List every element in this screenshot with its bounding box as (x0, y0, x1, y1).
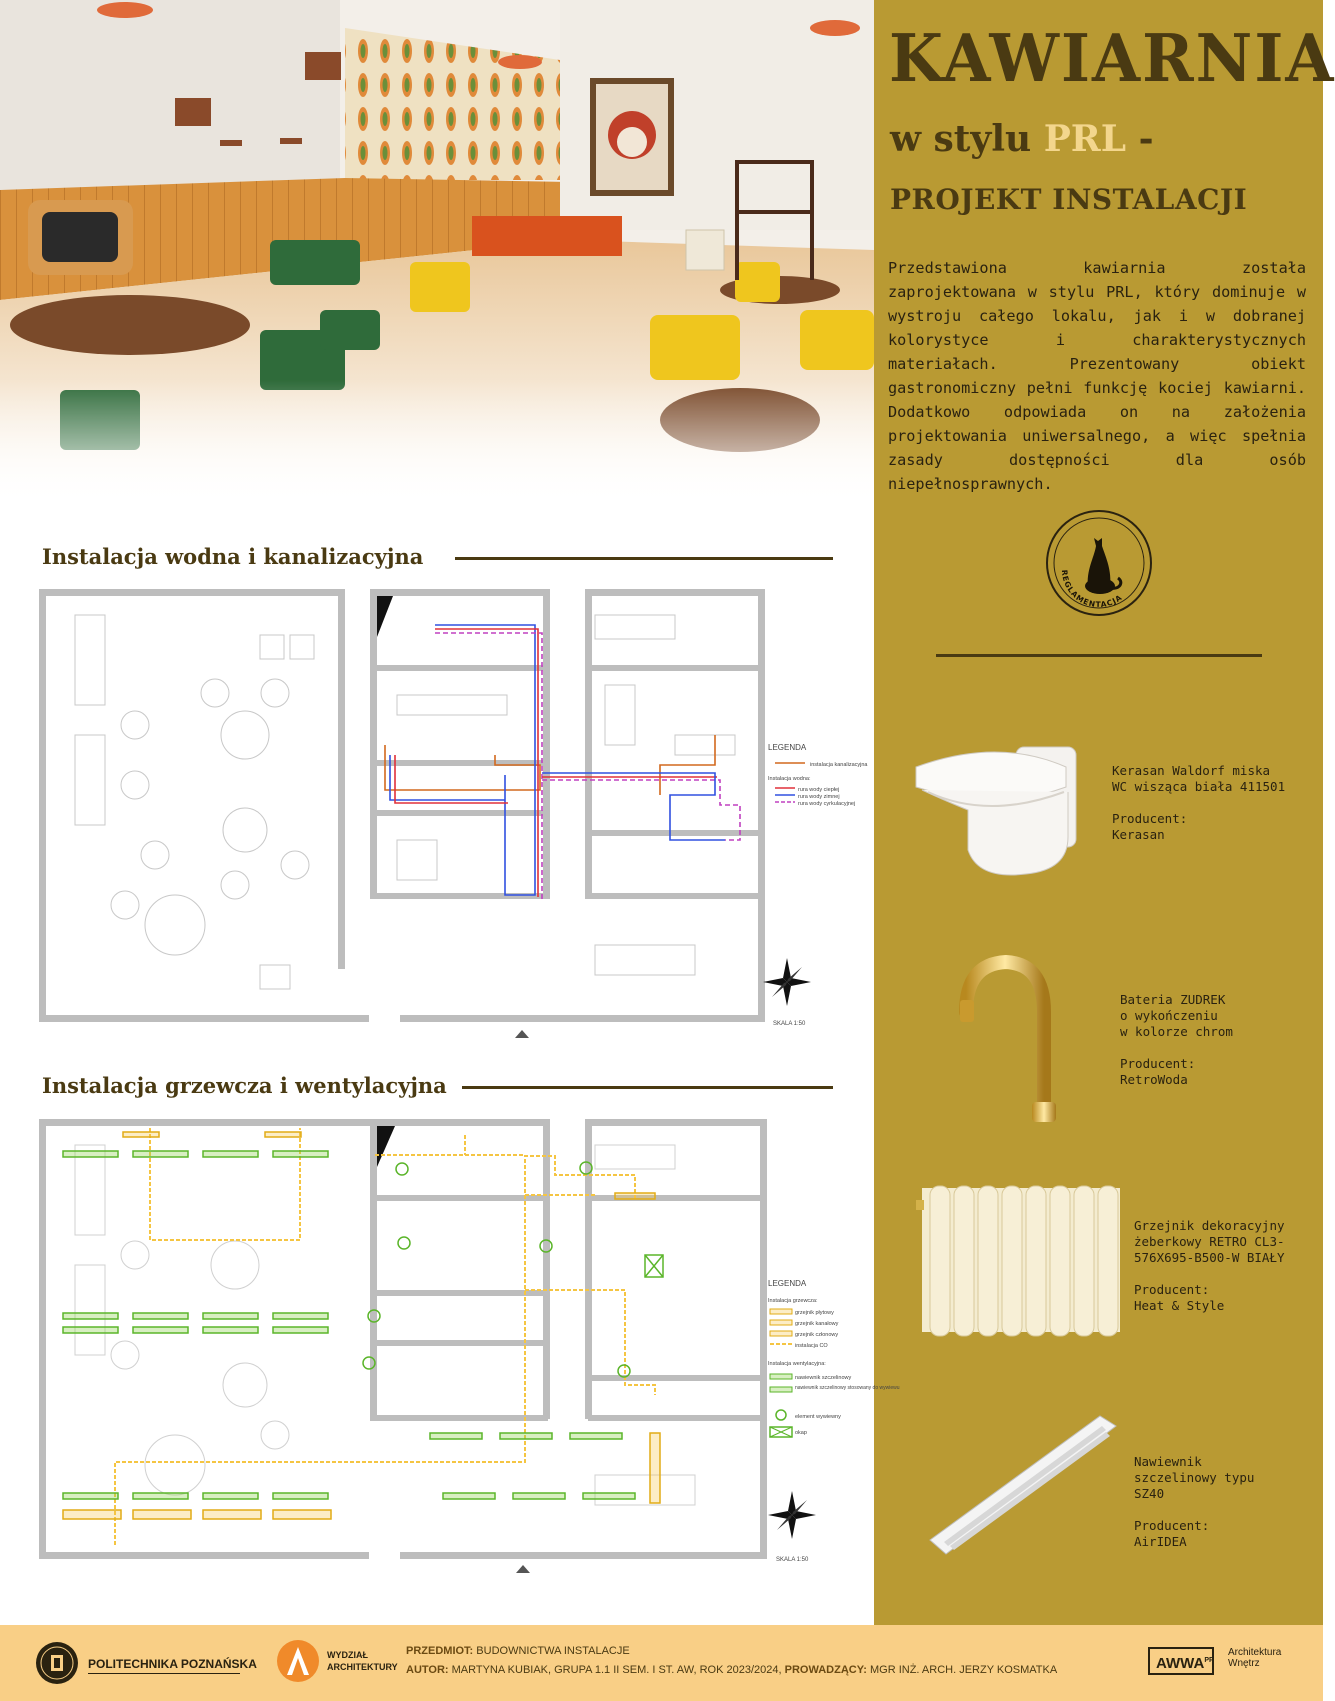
subject-label: PRZEDMIOT: (406, 1645, 474, 1657)
water-legend-sewer: instalacja kanalizacyjna (810, 762, 868, 768)
awwa-logo (1148, 1647, 1214, 1675)
product-faucet-text: Bateria ZUDREK o wykończeniu w kolorze chrom Producent: RetroWoda (1120, 992, 1233, 1087)
water-legend-circ: rura wody cyrkulacyjnej (798, 801, 856, 807)
awwa-text: AWWA (1156, 1655, 1205, 1672)
poster-subtitle-2: PROJEKT INSTALACJI (890, 183, 1248, 216)
product-radiator-image (916, 1180, 1126, 1344)
poster-subtitle (890, 118, 1154, 160)
water-legend-water-label: Instalacja wodna: (768, 776, 811, 782)
heating-legend-heat-label: Instalacja grzewcza: (768, 1298, 818, 1304)
heating-legend-co: instalacja CO (795, 1343, 828, 1349)
product-diffuser-text: Nawiewnik szczelinowy typu SZ40 Producent: AirIDEA (1134, 1454, 1255, 1549)
description-paragraph: Przedstawiona kawiarnia została zaprojektowana w stylu PRL, który dominuje w wystroju całego lokalu, jak i w dobranej kolorystyce i charakterystycznych materiałach. Prezentowany obiekt gastronomiczny pełni funkcję kociej kawiarni. Dodatkowo odpowiada on na założenia projektowania uniwersalnego, a więc spełnia zasady dostępności dla osób niepełnosprawnych. (888, 259, 1306, 493)
panel-divider (936, 654, 1262, 657)
poster-title: KAWIARNIA (889, 20, 1335, 97)
faculty-line-2: ARCHITEKTURY (327, 1662, 398, 1672)
reglamentacja-badge (1044, 508, 1154, 618)
awwa-sup: PP (1204, 1657, 1214, 1664)
author-value: MARTYNA KUBIAK, GRUPA 1.1 II SEM. I ST. AW, ROK 2023/2024, (448, 1664, 785, 1676)
author-line (406, 1664, 1057, 1676)
product-radiator-text: Grzejnik dekoracyjny żeberkowy RETRO CL3- 576X695-B500-W BIAŁY Producent: Heat & Style (1134, 1218, 1285, 1313)
heating-scale: SKALA 1:50 (776, 1557, 809, 1563)
arch-line-1: Architektura (1228, 1647, 1282, 1658)
water-legend-hot: rura wody ciepłej (798, 787, 840, 793)
product-wc-image (908, 732, 1084, 886)
section-title-heating: Instalacja grzewcza i wentylacyjna (42, 1073, 447, 1098)
water-legend-cold: rura wody zimnej (798, 794, 840, 800)
author-label: AUTOR: (406, 1664, 449, 1676)
badge-text: REGLAMENTACJA (1059, 569, 1125, 610)
water-legend-title: LEGENDA (768, 743, 807, 752)
section-title-water: Instalacja wodna i kanalizacyjna (42, 544, 424, 569)
water-plan (35, 585, 868, 1045)
section-rule-heating (462, 1086, 833, 1089)
heating-legend-panel: grzejnik płytowy (795, 1310, 834, 1316)
heating-legend-channel: grzejnik kanałowy (795, 1321, 839, 1327)
subtitle-prefix: w stylu (890, 118, 1044, 160)
product-faucet-image (948, 952, 1058, 1131)
water-compass-icon (763, 958, 811, 1006)
water-scale: SKALA 1:50 (773, 1021, 806, 1027)
product-wc-text: Kerasan Waldorf miska WC wisząca biała 411501 Producent: Kerasan (1112, 763, 1286, 842)
cat-silhouette-icon (1085, 538, 1121, 594)
subject-value: BUDOWNICTWA INSTALACJE (473, 1645, 630, 1657)
university-name: POLITECHNIKA POZNAŃSKA (88, 1657, 257, 1671)
subtitle-accent: PRL (1043, 118, 1127, 160)
hero-interior-image (0, 0, 874, 505)
university-underline (88, 1673, 240, 1674)
lecturer-label: PROWADZĄCY: (784, 1664, 867, 1676)
lecturer-value: MGR INŻ. ARCH. JERZY KOSMATKA (866, 1664, 1058, 1676)
heating-legend-exhaust: element wywiewny (795, 1414, 841, 1420)
faculty-name (327, 1649, 398, 1673)
faculty-logo-icon (275, 1638, 321, 1684)
heating-legend-slot: nawiewnik szczelinowy (795, 1375, 852, 1381)
subtitle-suffix: - (1126, 118, 1154, 160)
heating-legend-vent-label: Instalacja wentylacyjna: (768, 1361, 826, 1367)
faculty-line-1: WYDZIAŁ (327, 1650, 368, 1660)
heating-legend-slot-exhaust: nawiewnik szczelinowy stosowany do wywiewu (795, 1385, 900, 1391)
arch-line-2: Wnętrz (1228, 1658, 1260, 1669)
section-rule-water (455, 557, 833, 560)
product-diffuser-image (920, 1408, 1120, 1562)
heating-compass-icon (768, 1491, 816, 1539)
university-crest-icon (35, 1641, 79, 1685)
subject-line (406, 1645, 630, 1657)
heating-plan (35, 1115, 900, 1580)
heating-legend-hood: okap (795, 1430, 807, 1436)
arch-wnetrz-logo (1228, 1647, 1281, 1669)
heating-legend-title: LEGENDA (768, 1279, 807, 1288)
heating-legend-sectional: grzejnik członowy (795, 1332, 839, 1338)
